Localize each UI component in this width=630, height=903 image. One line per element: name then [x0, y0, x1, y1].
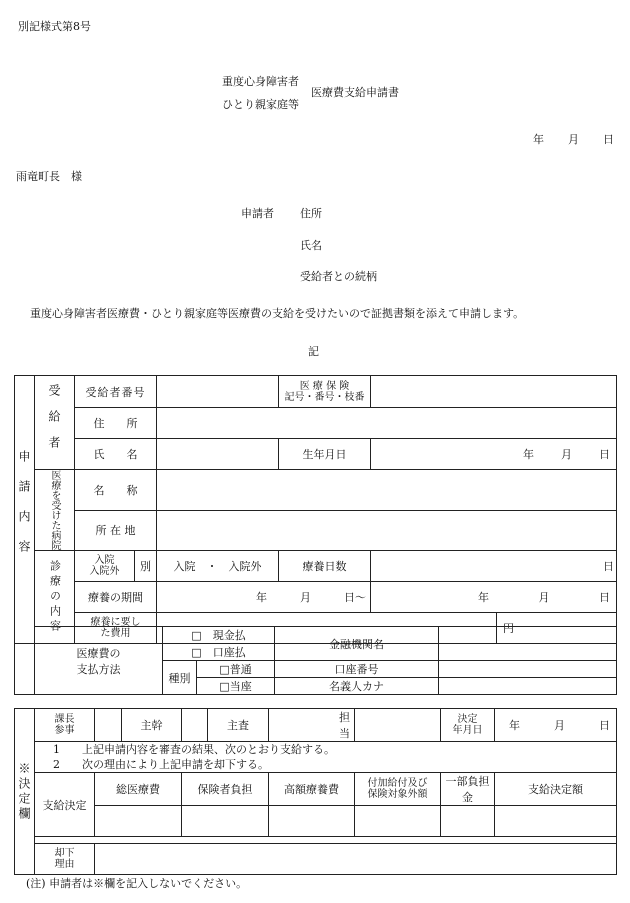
decision-month: 月	[554, 719, 565, 732]
birth-day: 日	[599, 448, 610, 461]
recipient-number-label: 受給者番号	[75, 376, 157, 408]
tanto-stamp[interactable]	[355, 709, 441, 742]
tanto-label: 担当	[339, 711, 350, 740]
addon-line1: 付加給付及び	[367, 778, 428, 789]
insurer-header: 保険者負担	[182, 773, 269, 806]
addon-field[interactable]	[355, 806, 441, 837]
payment-line1: 医療費の	[76, 646, 121, 660]
decision-table	[14, 708, 617, 875]
birth-month: 月	[561, 448, 572, 461]
insurance-field[interactable]	[371, 376, 617, 408]
insurer-field[interactable]	[182, 806, 269, 837]
reject-reason-field[interactable]	[95, 844, 617, 875]
ki-label: 記	[308, 345, 319, 358]
decision-spacer	[35, 837, 617, 844]
high-cost-field[interactable]	[269, 806, 355, 837]
reject-line1: 却下	[54, 848, 75, 859]
period-to-field[interactable]	[371, 582, 617, 613]
form-title: 医療費支給申請書	[311, 86, 399, 99]
account-option[interactable]: □ 口座払	[163, 644, 275, 661]
payment-table	[14, 626, 617, 695]
hospital-label: 医療を受けた病院	[35, 470, 75, 551]
payout-field[interactable]	[495, 806, 617, 837]
birth-year: 年	[523, 448, 534, 461]
applicant-name-label: 氏名	[300, 239, 322, 252]
futsu-option[interactable]: □普通	[197, 661, 275, 678]
bank-field[interactable]	[439, 627, 617, 661]
account-number-field[interactable]	[439, 661, 617, 678]
shusa-label: 主査	[208, 709, 269, 742]
payment-method-label	[35, 627, 163, 695]
period-to-year: 年	[478, 591, 489, 604]
inout-label	[75, 551, 135, 582]
payment-left-gutter	[15, 627, 35, 695]
account-number-label: 口座番号	[275, 661, 439, 678]
period-to-day: 日	[599, 591, 610, 604]
period-label: 療養の期間	[75, 582, 157, 613]
shubetsu-label: 種別	[163, 661, 197, 695]
address-field[interactable]	[157, 408, 617, 439]
decision-section-label: ※決定欄	[15, 709, 35, 875]
cash-option[interactable]: □ 現金払	[163, 627, 275, 644]
reject-line2: 理由	[54, 859, 75, 870]
date-day: 日	[603, 133, 614, 146]
birthdate-label: 生年月日	[279, 439, 371, 470]
period-from-field[interactable]: 年 月 日〜	[157, 582, 371, 613]
decision-date-field[interactable]	[495, 709, 617, 742]
hospital-name-label: 名 称	[75, 470, 157, 511]
cost-line2: た費用	[100, 628, 131, 639]
apply-section-label: 申請内容	[15, 376, 35, 644]
days-field[interactable]	[371, 551, 617, 582]
payout-header: 支給決定額	[495, 773, 617, 806]
high-cost-header: 高額療養費	[269, 773, 355, 806]
applicant-relation-label: 受給者との続柄	[300, 270, 377, 283]
addon-line2: 保険対象外額	[367, 789, 428, 800]
insurance-label-line1: 医 療 保 険	[299, 380, 350, 392]
hospital-location-field[interactable]	[157, 510, 617, 551]
treatment-label: 診療の内容	[35, 551, 75, 644]
decision-notes	[35, 742, 617, 773]
form-number: 別記様式第8号	[18, 20, 91, 33]
period-to-month: 月	[538, 591, 550, 604]
hospital-location-label: 所 在 地	[75, 510, 157, 551]
insurance-label	[279, 376, 371, 408]
decision-note-1: 1 上記申請内容を審査の結果、次のとおり支給する。	[53, 743, 335, 756]
applicant-address-label: 住所	[300, 207, 322, 220]
decision-note-2: 2 次の理由により上記申請を却下する。	[53, 758, 269, 771]
inout-line2: 入院外	[89, 566, 120, 577]
payment-decision-label: 支給決定	[35, 773, 95, 837]
decision-date-label	[441, 709, 495, 742]
address-label: 住 所	[75, 408, 157, 439]
kacho-stamp[interactable]	[95, 709, 122, 742]
total-cost-field[interactable]	[95, 806, 182, 837]
applicant-label: 申請者	[241, 207, 274, 220]
days-unit: 日	[603, 560, 614, 573]
cost-line1: 療養に要し	[90, 617, 141, 628]
kacho-label	[35, 709, 95, 742]
date-month: 月	[568, 133, 579, 146]
betsu-label: 別	[135, 551, 157, 582]
partial-field[interactable]	[441, 806, 495, 837]
shukan-label: 主幹	[122, 709, 182, 742]
application-table	[14, 375, 617, 644]
reject-label	[35, 844, 95, 875]
tanto-cell[interactable]	[269, 709, 355, 742]
insurance-label-line2: 記号・番号・枝番	[284, 391, 365, 403]
partial-header: 一部負担金	[441, 773, 495, 806]
payment-line2: 支払方法	[76, 662, 121, 676]
title-line2: ひとり親家庭等	[222, 98, 299, 111]
holder-kana-label: 名義人カナ	[275, 678, 439, 695]
date-year: 年	[533, 133, 544, 146]
statement: 重度心身障害者医療費・ひとり親家庭等医療費の支給を受けたいので証拠書類を添えて申請します。	[30, 307, 525, 320]
shukan-stamp[interactable]	[182, 709, 208, 742]
decision-date-line1: 決定	[457, 714, 478, 725]
cost-unit: 円	[503, 622, 514, 635]
total-cost-header: 総医療費	[95, 773, 182, 806]
birthdate-field[interactable]	[371, 439, 617, 470]
inout-choice[interactable]: 入院 ・ 入院外	[157, 551, 279, 582]
addon-header	[355, 773, 441, 806]
kacho-line2: 参事	[54, 725, 75, 736]
recipient-number-field[interactable]	[157, 376, 279, 408]
addressee: 雨竜町長 様	[16, 170, 82, 183]
recipient-label: 受給者	[35, 376, 75, 470]
days-label: 療養日数	[279, 551, 371, 582]
bank-label: 金融機関名	[275, 627, 439, 661]
decision-year: 年	[509, 719, 520, 732]
title-line1: 重度心身障害者	[222, 75, 299, 88]
holder-kana-field[interactable]	[439, 678, 617, 695]
footnote: (注) 申請者は※欄を記入しないでください。	[26, 877, 248, 890]
name-field[interactable]	[157, 439, 279, 470]
decision-day: 日	[599, 719, 610, 732]
hospital-name-field[interactable]	[157, 470, 617, 511]
decision-date-line2: 年月日	[452, 725, 483, 736]
name-label: 氏 名	[75, 439, 157, 470]
kacho-line1: 課長	[54, 714, 75, 725]
inout-line1: 入院	[94, 555, 115, 566]
toza-option[interactable]: □当座	[197, 678, 275, 695]
